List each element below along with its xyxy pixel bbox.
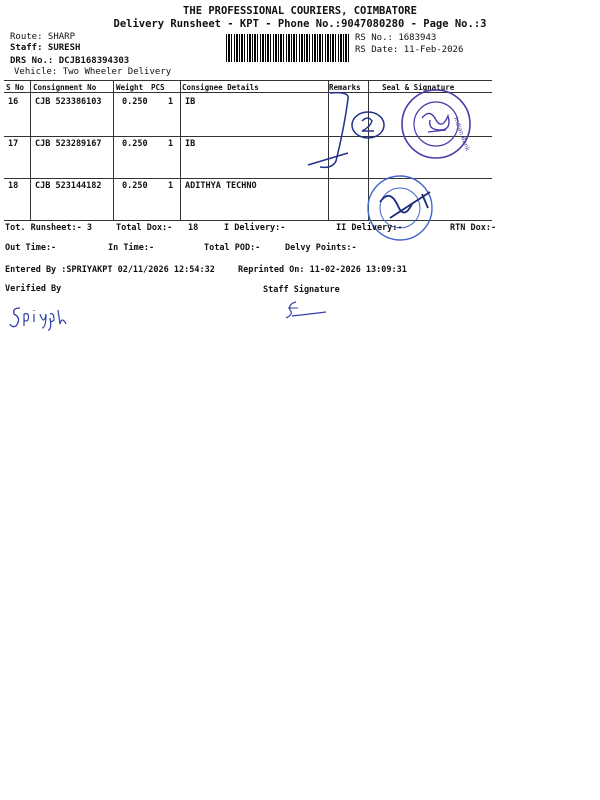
total-dox-label: Total Dox:-: [116, 223, 173, 233]
column-divider: [180, 80, 181, 220]
barcode: [226, 34, 350, 62]
col-header-remarks: Remarks: [329, 83, 361, 92]
row-consignee: ADITHYA TECHNO: [185, 181, 257, 191]
rs-number: RS No.: 1683943: [355, 33, 437, 43]
col-header-consignment: Consignment No: [33, 83, 97, 92]
blue-round-stamp: [360, 172, 450, 252]
col-header-weight: Weight: [116, 83, 144, 92]
staff-signature: [282, 298, 332, 320]
staff-signature-label: Staff Signature: [263, 285, 340, 295]
total-pod: Total POD:-: [204, 243, 261, 253]
runsheet-subtitle: Delivery Runsheet - KPT - Phone No.:9047080280 - Page No.:3: [113, 18, 487, 30]
row-consignment: CJB 523386103: [35, 97, 102, 107]
row-consignment: CJB 523289167: [35, 139, 102, 149]
route-label: Route: SHARP: [10, 32, 76, 42]
row-consignment: CJB 523144182: [35, 181, 102, 191]
col-header-consignee: Consignee Details: [182, 83, 259, 92]
tot-runsheet: Tot. Runsheet:- 3: [5, 223, 92, 233]
in-time: In Time:-: [108, 243, 155, 253]
rs-date: RS Date: 11-Feb-2026: [355, 45, 464, 55]
delvy-points: Delvy Points:-: [285, 243, 357, 253]
column-divider: [113, 80, 114, 220]
row-sno: 16: [8, 97, 19, 107]
row-pcs: 1: [168, 139, 174, 149]
row-sno: 18: [8, 181, 19, 191]
drs-number: DRS No.: DCJB168394303: [10, 56, 130, 66]
ii-delivery: II Delivery:-: [336, 223, 403, 233]
bank-seal-stamp: [398, 88, 478, 160]
row-pcs: 1: [168, 181, 174, 191]
column-divider: [30, 80, 31, 220]
out-time: Out Time:-: [5, 243, 57, 253]
col-header-pcs: PCS: [151, 83, 165, 92]
col-header-seal: Seal & Signature: [382, 83, 455, 92]
total-dox-value: 18: [188, 223, 199, 233]
row-pcs: 1: [168, 97, 174, 107]
row-consignee: IB: [185, 97, 196, 107]
staff-label: Staff: SURESH: [10, 43, 81, 53]
company-title: THE PROFESSIONAL COURIERS, COIMBATORE: [183, 5, 417, 17]
seal-text: Indian Bank: [452, 116, 471, 153]
table-top-border: [4, 80, 492, 81]
row-sno: 17: [8, 139, 19, 149]
row-weight: 0.250: [122, 139, 148, 149]
rtn-dox: RTN Dox:-: [450, 223, 497, 233]
vehicle-label: Vehicle: Two Wheeler Delivery: [14, 67, 172, 77]
verified-by-label: Verified By: [5, 284, 62, 294]
reprinted-on: Reprinted On: 11-02-2026 13:09:31: [238, 265, 407, 275]
row-weight: 0.250: [122, 97, 148, 107]
i-delivery: I Delivery:-: [224, 223, 286, 233]
entered-by: Entered By :SPRIYAKPT 02/11/2026 12:54:32: [5, 265, 215, 275]
remarks-handwriting: [300, 85, 390, 175]
row-consignee: IB: [185, 139, 196, 149]
verified-by-signature: [10, 300, 70, 330]
row-weight: 0.250: [122, 181, 148, 191]
col-header-sno: S No: [6, 83, 25, 92]
